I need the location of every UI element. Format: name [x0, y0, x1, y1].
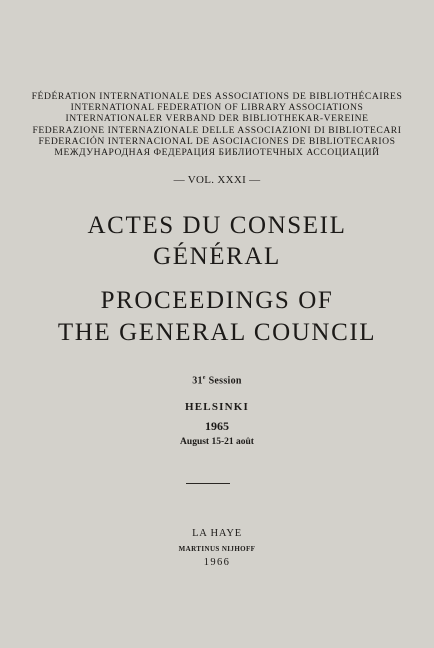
publication-year: 1966	[203, 557, 231, 568]
federation-name-en: INTERNATIONAL FEDERATION OF LIBRARY ASSOCIATIONS	[70, 102, 364, 114]
divider-rule	[186, 483, 230, 484]
session-number: 31	[192, 375, 203, 387]
session-label	[0, 375, 434, 386]
federation-name-it: FEDERAZIONE INTERNAZIONALE DELLE ASSOCIAZIONI DI BIBLIOTECARI	[32, 124, 402, 136]
federation-name-es: FEDERACIÓN INTERNACIONAL DE ASOCIACIONES DE BIBLIOTECARIOS	[38, 135, 396, 147]
federation-name-ru: МЕЖДУНАРОДНАЯ ФЕДЕРАЦИЯ БИБЛИОТЕЧНЫХ АССОЦИАЦИЙ	[54, 147, 380, 159]
publisher-name: MARTINUS NIJHOFF	[178, 545, 256, 553]
session-dates: August 15-21 août	[180, 437, 254, 447]
session-word: Session	[205, 375, 242, 387]
session-year: 1965	[205, 419, 229, 433]
title-english-line-1: PROCEEDINGS OF	[100, 287, 334, 314]
city-name: HELSINKI	[184, 401, 249, 413]
title-french-line-2: GÉNÉRAL	[153, 243, 281, 270]
title-french-line-1: ACTES DU CONSEIL	[87, 212, 347, 239]
volume-label: — VOL. XXXI —	[173, 174, 261, 186]
federation-names	[0, 91, 434, 158]
federation-name-de: INTERNATIONALER VERBAND DER BIBLIOTHEKAR-VEREINE	[65, 113, 369, 125]
publication-place: LA HAYE	[192, 528, 242, 539]
title-french	[0, 210, 434, 272]
federation-name-fr: FÉDÉRATION INTERNATIONALE DES ASSOCIATIONS DE BIBLIOTHÉCAIRES	[31, 91, 403, 102]
title-english-line-2: THE GENERAL COUNCIL	[57, 319, 377, 346]
title-english	[0, 285, 434, 349]
session-suffix: e	[202, 375, 206, 381]
